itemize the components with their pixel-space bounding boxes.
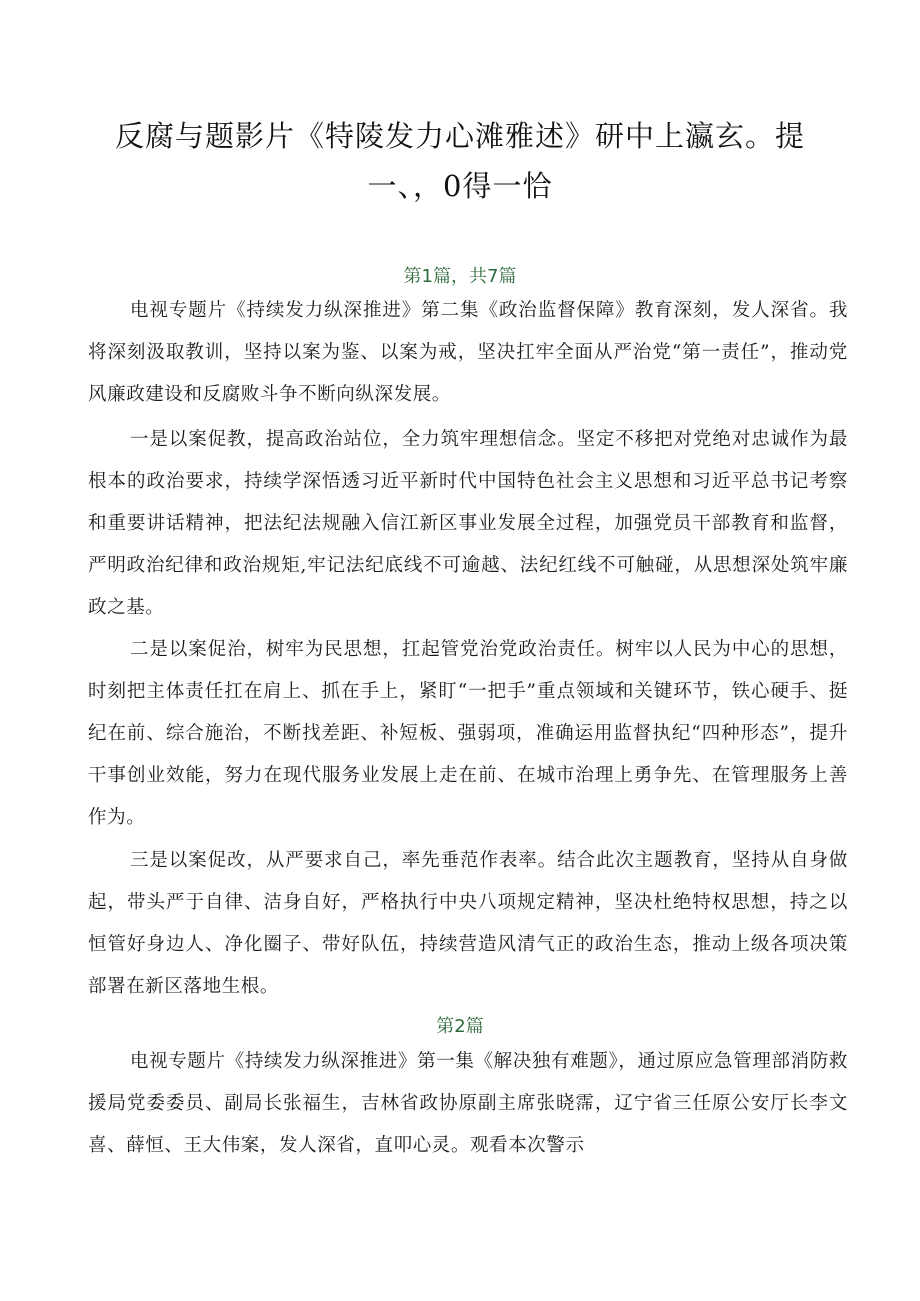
section-2-heading: 第2篇 xyxy=(436,1016,484,1037)
document-title-line-2: 一、，0得一恰 xyxy=(367,169,553,203)
section-1-paragraph-4: 三是以案促改，从严要求自己，率先垂范作表率。结合此次主题教育，坚持从自身做起，带头严于自律、洁身自好，严格执行中央八项规定精神，坚决杜绝特权思想，持之以恒管好身边人、净化圈子、带好队伍，持续营造风清气正的政治生态，推动上级各项决策部署在新区落地生根。 xyxy=(88,850,848,997)
section-1-paragraph-3: 二是以案促治，树牢为民思想，扛起管党治党政治责任。树牢以人民为中心的思想，时刻把主体责任扛在肩上、抓在手上，紧盯“一把手”重点领域和关键环节，铁心硬手、挺纪在前、综合施治，不断找差距、补短板、强弱项，准确运用监督执纪“四种形态”，提升干事创业效能，努力在现代服务业发展上走在前、在城市治理上勇争先、在管理服务上善作为。 xyxy=(88,639,848,828)
section-1-heading: 第1篇，共7篇 xyxy=(403,266,517,287)
section-1-paragraph-2: 一是以案促教，提高政治站位，全力筑牢理想信念。坚定不移把对党绝对忠诚作为最根本的政治要求，持续学深悟透习近平新时代中国特色社会主义思想和习近平总书记考察和重要讲话精神，把法纪法规融入信江新区事业发展全过程，加强党员干部教育和监督，严明政治纪律和政治规矩,牢记法纪底线不可逾越、法纪红线不可触碰，从思想深处筑牢廉政之基。 xyxy=(88,429,848,618)
section-2-paragraph-1: 电视专题片《持续发力纵深推进》第一集《解决独有难题》，通过原应急管理部消防救援局党委委员、副局长张福生，吉林省政协原副主席张晓霈，辽宁省三任原公安厅长李文喜、薛恒、王大伟案，发人深省，直叩心灵。观看本次警示 xyxy=(88,1051,848,1156)
section-1-paragraph-1: 电视专题片《持续发力纵深推进》第二集《政治监督保障》教育深刻，发人深省。我将深刻汲取教训，坚持以案为鉴、以案为戒，坚决扛牢全面从严治党“第一责任”，推动党风廉政建设和反腐败斗争不断向纵深发展。 xyxy=(88,300,848,405)
document-title-line-1: 反腐与题影片《特陵发力心滩雅述》研中上瀛玄。提 xyxy=(114,119,805,153)
